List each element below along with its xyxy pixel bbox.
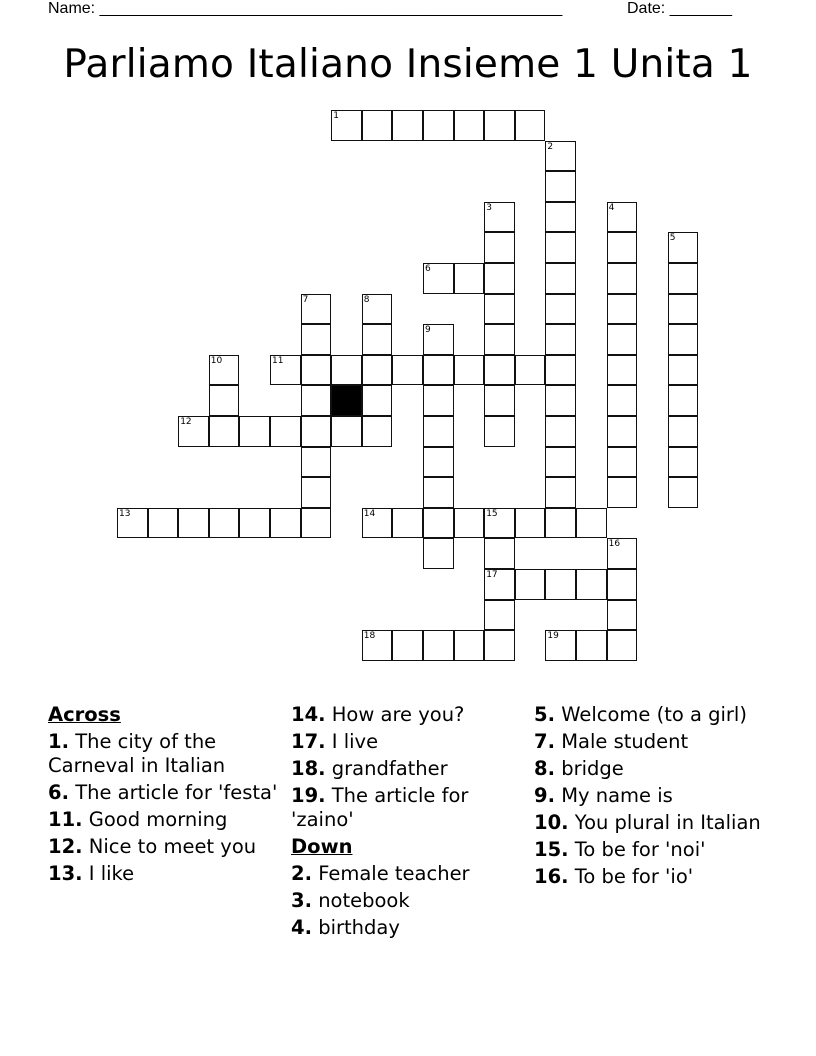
grid-cell[interactable] [668, 477, 699, 508]
grid-cell[interactable] [607, 202, 638, 233]
grid-cell[interactable] [607, 385, 638, 416]
grid-cell[interactable] [423, 385, 454, 416]
grid-cell[interactable] [301, 416, 332, 447]
grid-cell[interactable] [454, 263, 485, 294]
grid-cell[interactable] [607, 630, 638, 661]
grid-cell[interactable] [178, 508, 209, 539]
grid-cell[interactable] [362, 385, 393, 416]
clue-number: 14 [363, 508, 376, 519]
grid-cell[interactable] [423, 447, 454, 478]
clue-number: 9 [425, 325, 431, 336]
clue-number: 6 [425, 264, 431, 274]
grid-cell[interactable] [392, 630, 423, 661]
clue-number: 16 [608, 539, 621, 550]
clue-down: 2. Female teacher [291, 862, 470, 885]
clues-column-1 [48, 703, 288, 889]
grid-cell[interactable] [607, 416, 638, 447]
grid-cell[interactable] [392, 508, 423, 539]
grid-cell[interactable] [545, 324, 576, 355]
clue-down: 15. To be for 'noi' [534, 838, 706, 861]
clue-down: 16. To be for 'io' [534, 865, 694, 888]
grid-cell[interactable] [331, 355, 362, 386]
grid-cell[interactable] [484, 355, 515, 386]
clue-number: 3 [486, 202, 492, 213]
clue-number: 15 [486, 508, 498, 519]
name-field[interactable]: Name: ____________________________________________________ [48, 0, 563, 17]
grid-cell[interactable] [423, 416, 454, 447]
grid-cell[interactable] [545, 141, 576, 172]
clue-number: 18 [363, 631, 376, 642]
clue-number: 10 [210, 355, 223, 366]
grid-cell[interactable] [607, 324, 638, 355]
grid-cell[interactable] [668, 324, 699, 355]
grid-cell[interactable] [576, 508, 607, 539]
grid-cell[interactable] [362, 324, 393, 355]
clue-number: 1 [333, 111, 339, 121]
grid-cell[interactable] [545, 232, 576, 263]
clue-down: 4. birthday [291, 916, 400, 939]
grid-cell[interactable] [117, 508, 148, 539]
grid-cell[interactable] [607, 538, 638, 569]
grid-cell[interactable] [607, 447, 638, 478]
grid-cell[interactable] [545, 202, 576, 233]
grid-cell[interactable] [331, 416, 362, 447]
grid-cell[interactable] [576, 569, 607, 600]
clue-down: 5. Welcome (to a girl) [534, 703, 747, 726]
grid-cell[interactable] [545, 569, 576, 600]
grid-cell[interactable] [270, 508, 301, 539]
grid-cell[interactable] [454, 508, 485, 539]
grid-cell[interactable] [484, 232, 515, 263]
grid-cell[interactable] [484, 263, 515, 294]
grid-cell[interactable] [545, 477, 576, 508]
grid-cell[interactable] [392, 355, 423, 386]
grid-cell[interactable] [301, 385, 332, 416]
grid-cell[interactable] [239, 416, 270, 447]
grid-cell[interactable] [515, 569, 546, 600]
grid-cell[interactable] [423, 263, 454, 294]
clue-number: 4 [608, 202, 615, 213]
grid-cell[interactable] [209, 385, 240, 416]
grid-cell[interactable] [515, 355, 546, 386]
clue-across: 18. grandfather [291, 757, 448, 780]
grid-cell[interactable] [607, 355, 638, 386]
grid-cell[interactable] [484, 294, 515, 325]
clue-number: 12 [180, 417, 192, 427]
grid-cell[interactable] [423, 477, 454, 508]
clue-across: 13. I like [48, 862, 135, 885]
grid-cell[interactable] [484, 600, 515, 631]
grid-cell[interactable] [607, 232, 638, 263]
clue-across: 1. The city of the Carneval in Italian [48, 730, 226, 777]
clue-down: 8. bridge [534, 757, 624, 780]
across-heading: Across [48, 703, 121, 726]
grid-cell[interactable] [362, 110, 393, 141]
grid-cell[interactable] [668, 232, 699, 263]
grid-cell[interactable] [484, 630, 515, 661]
clue-number: 13 [119, 508, 131, 519]
grid-cell[interactable] [484, 538, 515, 569]
grid-cell[interactable] [423, 508, 454, 539]
down-heading: Down [291, 835, 353, 858]
grid-cell[interactable] [362, 416, 393, 447]
grid-cell[interactable] [545, 385, 576, 416]
grid-cell[interactable] [545, 447, 576, 478]
clue-number: 2 [547, 141, 554, 152]
clues-column-2 [291, 703, 531, 943]
grid-cell[interactable] [545, 263, 576, 294]
grid-cell[interactable] [484, 416, 515, 447]
grid-cell[interactable] [331, 110, 362, 141]
grid-cell[interactable] [668, 355, 699, 386]
black-cell [331, 385, 362, 416]
grid-cell[interactable] [545, 294, 576, 325]
grid-cell[interactable] [239, 508, 270, 539]
clue-number: 8 [363, 294, 370, 305]
grid-cell[interactable] [301, 324, 332, 355]
clue-across: 6. The article for 'festa' [48, 781, 278, 804]
clue-across: 17. I live [291, 730, 379, 753]
grid-cell[interactable] [270, 355, 301, 386]
grid-cell[interactable] [545, 355, 576, 386]
clue-across: 14. How are you? [291, 703, 465, 726]
page-title: Parliamo Italiano Insieme 1 Unita 1 [63, 42, 753, 87]
grid-cell[interactable] [362, 355, 393, 386]
grid-cell[interactable] [484, 508, 515, 539]
grid-cell[interactable] [301, 477, 332, 508]
grid-cell[interactable] [668, 447, 699, 478]
grid-cell[interactable] [301, 508, 332, 539]
clue-number: 7 [302, 294, 309, 305]
grid-cell[interactable] [362, 508, 393, 539]
clue-number: 19 [547, 631, 559, 642]
grid-cell[interactable] [362, 294, 393, 325]
grid-cell[interactable] [545, 416, 576, 447]
clue-across: 12. Nice to meet you [48, 835, 257, 858]
clue-down: 10. You plural in Italian [534, 811, 761, 834]
date-field[interactable]: Date: _______ [627, 0, 732, 17]
grid-cell[interactable] [515, 110, 546, 141]
clue-down: 3. notebook [291, 889, 410, 912]
grid-cell[interactable] [484, 324, 515, 355]
grid-cell[interactable] [607, 600, 638, 631]
grid-cell[interactable] [607, 477, 638, 508]
grid-cell[interactable] [301, 294, 332, 325]
grid-cell[interactable] [484, 110, 515, 141]
grid-cell[interactable] [392, 110, 423, 141]
grid-cell[interactable] [423, 538, 454, 569]
clue-down: 7. Male student [534, 730, 689, 753]
grid-cell[interactable] [301, 355, 332, 386]
grid-cell[interactable] [545, 171, 576, 202]
grid-cell[interactable] [423, 355, 454, 386]
clue-down: 9. My name is [534, 784, 673, 807]
grid-cell[interactable] [668, 263, 699, 294]
grid-cell[interactable] [607, 294, 638, 325]
grid-cell[interactable] [454, 355, 485, 386]
grid-cell[interactable] [209, 355, 240, 386]
grid-cell[interactable] [178, 416, 209, 447]
clue-number: 5 [669, 233, 676, 244]
grid-cell[interactable] [209, 508, 240, 539]
clue-across: 11. Good morning [48, 808, 228, 831]
grid-cell[interactable] [362, 630, 393, 661]
grid-cell[interactable] [484, 202, 515, 233]
grid-cell[interactable] [668, 416, 699, 447]
clue-number: 11 [272, 355, 284, 366]
clue-number: 17 [486, 570, 498, 580]
grid-cell[interactable] [270, 416, 301, 447]
grid-cell[interactable] [484, 385, 515, 416]
grid-cell[interactable] [515, 508, 546, 539]
grid-cell[interactable] [454, 110, 485, 141]
grid-cell[interactable] [607, 569, 638, 600]
grid-cell[interactable] [607, 263, 638, 294]
grid-cell[interactable] [668, 294, 699, 325]
grid-cell[interactable] [423, 110, 454, 141]
grid-cell[interactable] [668, 385, 699, 416]
grid-cell[interactable] [576, 630, 607, 661]
grid-cell[interactable] [545, 508, 576, 539]
grid-cell[interactable] [454, 630, 485, 661]
grid-cell[interactable] [209, 416, 240, 447]
grid-cell[interactable] [423, 630, 454, 661]
grid-cell[interactable] [148, 508, 179, 539]
grid-cell[interactable] [545, 630, 576, 661]
clue-across: 19. The article for 'zaino' [291, 784, 469, 831]
grid-cell[interactable] [484, 569, 515, 600]
grid-cell[interactable] [423, 324, 454, 355]
grid-cell[interactable] [301, 447, 332, 478]
clues-column-3 [534, 703, 774, 892]
